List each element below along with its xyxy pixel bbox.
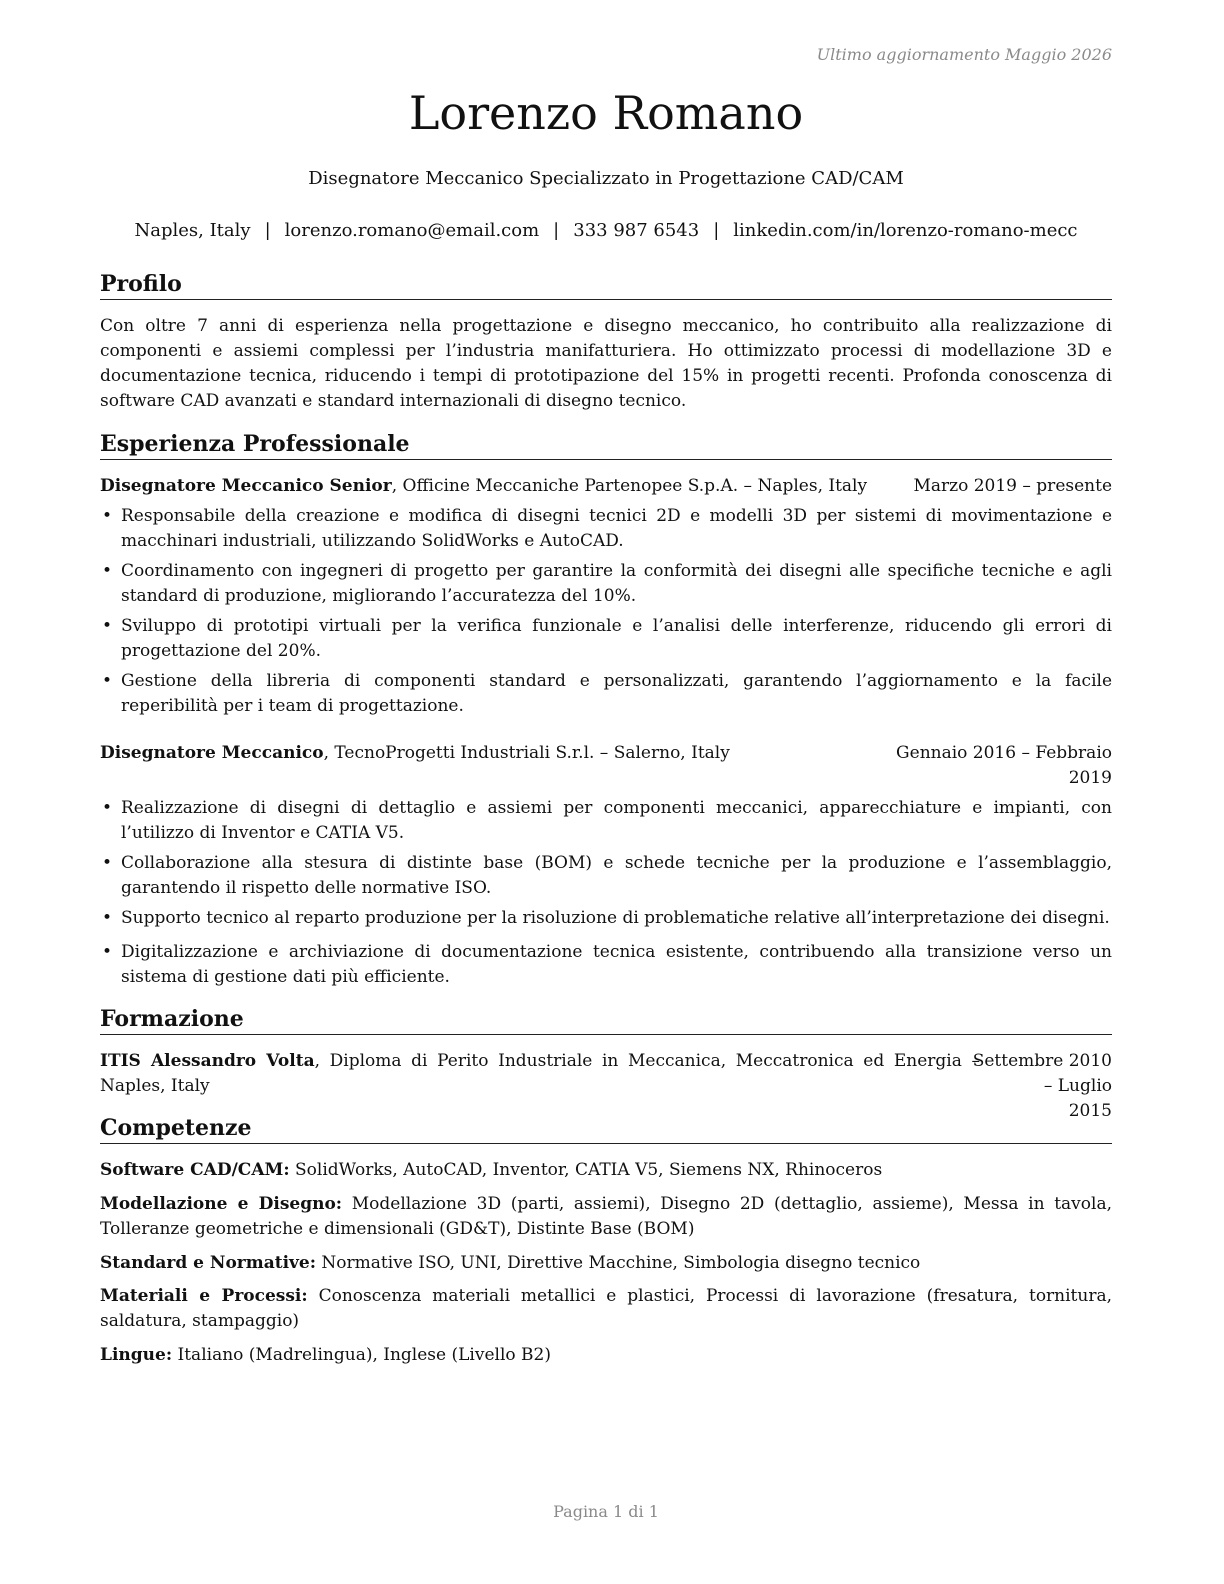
education-dates-line: Settembre 2010 – Luglio xyxy=(972,1051,1112,1096)
list-item: • Responsabile della creazione e modifica di disegni tecnici 2D e modelli 3D per sistemi di movimentazione e macchinari industriali, utilizzando SolidWorks e AutoCAD. xyxy=(100,504,1112,554)
job-header xyxy=(100,741,1112,791)
contact-linkedin[interactable]: linkedin.com/in/lorenzo-romano-mecc xyxy=(733,220,1078,241)
skill-row xyxy=(100,1251,1112,1276)
job-bullets xyxy=(100,504,1112,724)
contact-separator: | xyxy=(553,220,560,241)
education-dates-line: 2015 xyxy=(1068,1101,1112,1121)
job-role: Disegnatore Meccanico xyxy=(100,743,324,763)
job-role: Disegnatore Meccanico Senior xyxy=(100,476,392,496)
contact-location: Naples, Italy xyxy=(134,220,251,241)
education-details: , Diploma di Perito Industriale in Meccanica, Meccatronica ed Energia – Naples, Italy xyxy=(100,1051,980,1096)
skill-label: Software CAD/CAM: xyxy=(100,1160,290,1180)
list-item: • Collaborazione alla stesura di distinte base (BOM) e schede tecniche per la produzione e l’assemblaggio, garantendo il rispetto delle normative ISO. xyxy=(100,851,1112,901)
list-item: • Realizzazione di disegni di dettaglio e assiemi per componenti meccanici, apparecchiature e impianti, con l’utilizzo di Inventor e CATIA V5. xyxy=(100,796,1112,846)
skill-value: Modellazione 3D (parti, assiemi), Disegno 2D (dettaglio, assieme), Messa in tavola, Tolleranze geometriche e dimensionali (GD&T), Distinte Base (BOM) xyxy=(100,1194,1112,1239)
contact-phone: 333 987 6543 xyxy=(573,220,700,241)
job-company: , TecnoProgetti Industriali S.r.l. – Salerno, Italy xyxy=(323,743,730,763)
contact-separator: | xyxy=(713,220,720,241)
section-title-experience: Esperienza Professionale xyxy=(100,431,1112,460)
candidate-name: Lorenzo Romano xyxy=(408,86,804,140)
skill-label: Materiali e Processi: xyxy=(100,1286,308,1306)
list-item: • Supporto tecnico al reparto produzione per la risoluzione di problematiche relative all’interpretazione dei disegni. xyxy=(100,906,1112,931)
job-subtitle: Disegnatore Meccanico Specializzato in Progettazione CAD/CAM xyxy=(308,168,904,189)
list-item: • Coordinamento con ingegneri di progetto per garantire la conformità dei disegni alle specifiche tecniche e agli standard di produzione, migliorando l’accuratezza del 10%. xyxy=(100,559,1112,609)
skill-value: Conoscenza materiali metallici e plastici, Processi di lavorazione (fresatura, tornitura, saldatura, stampaggio) xyxy=(100,1286,1113,1331)
resume-page xyxy=(100,0,1112,1584)
skill-row xyxy=(100,1284,1112,1334)
skill-label: Modellazione e Disegno: xyxy=(100,1194,343,1214)
section-title-skills: Competenze xyxy=(100,1115,1112,1144)
last-updated: Ultimo aggiornamento Maggio 2026 xyxy=(816,45,1112,64)
profile-text: Con oltre 7 anni di esperienza nella progettazione e disegno meccanico, ho contribuito alla realizzazione di componenti e assiemi complessi per l’industria manifatturiera. Ho ottimizzato processi di modellazione 3D e documentazione tecnica, riducendo i tempi di prototipazione del 15% in progetti recenti. Profonda conoscenza di software CAD avanzati e standard internazionali di disegno tecnico. xyxy=(100,316,1112,411)
education-entry xyxy=(100,1049,1112,1121)
skill-label: Standard e Normative: xyxy=(100,1253,317,1273)
job-dates-line: Gennaio 2016 – Febbraio xyxy=(896,743,1112,763)
job-company: , Officine Meccaniche Partenopee S.p.A. – Naples, Italy xyxy=(391,476,868,496)
list-item: • Gestione della libreria di componenti standard e personalizzati, garantendo l’aggiornamento e la facile reperibilità per i team di progettazione. xyxy=(100,669,1112,719)
contact-separator: | xyxy=(264,220,271,241)
job-dates-line: 2019 xyxy=(1068,768,1112,788)
skill-label: Lingue: xyxy=(100,1345,173,1365)
education-school: ITIS Alessandro Volta xyxy=(100,1051,315,1071)
education-dates xyxy=(962,1049,1112,1124)
skill-value: SolidWorks, AutoCAD, Inventor, CATIA V5, Siemens NX, Rhinoceros xyxy=(289,1160,883,1180)
list-item: • Sviluppo di prototipi virtuali per la verifica funzionale e l’analisi delle interferenze, riducendo gli errori di progettazione del 20%. xyxy=(100,614,1112,664)
skill-value: Normative ISO, UNI, Direttive Macchine, Simbologia disegno tecnico xyxy=(316,1253,921,1273)
job-dates xyxy=(896,741,1112,791)
job-header xyxy=(100,474,1112,499)
skill-value: Italiano (Madrelingua), Inglese (Livello B2) xyxy=(172,1345,551,1365)
section-title-education: Formazione xyxy=(100,1006,1112,1035)
section-title-profile: Profilo xyxy=(100,271,1112,300)
skill-row xyxy=(100,1343,1112,1368)
skill-row xyxy=(100,1192,1112,1242)
contact-line xyxy=(100,220,1112,241)
list-item: • Digitalizzazione e archiviazione di documentazione tecnica esistente, contribuendo alla transizione verso un sistema di gestione dati più efficiente. xyxy=(100,940,1112,990)
contact-email[interactable]: lorenzo.romano@email.com xyxy=(284,220,540,241)
skill-row xyxy=(100,1158,1112,1183)
page-number: Pagina 1 di 1 xyxy=(553,1502,659,1521)
job-dates: Marzo 2019 – presente xyxy=(913,476,1112,496)
job-bullets xyxy=(100,796,1112,995)
